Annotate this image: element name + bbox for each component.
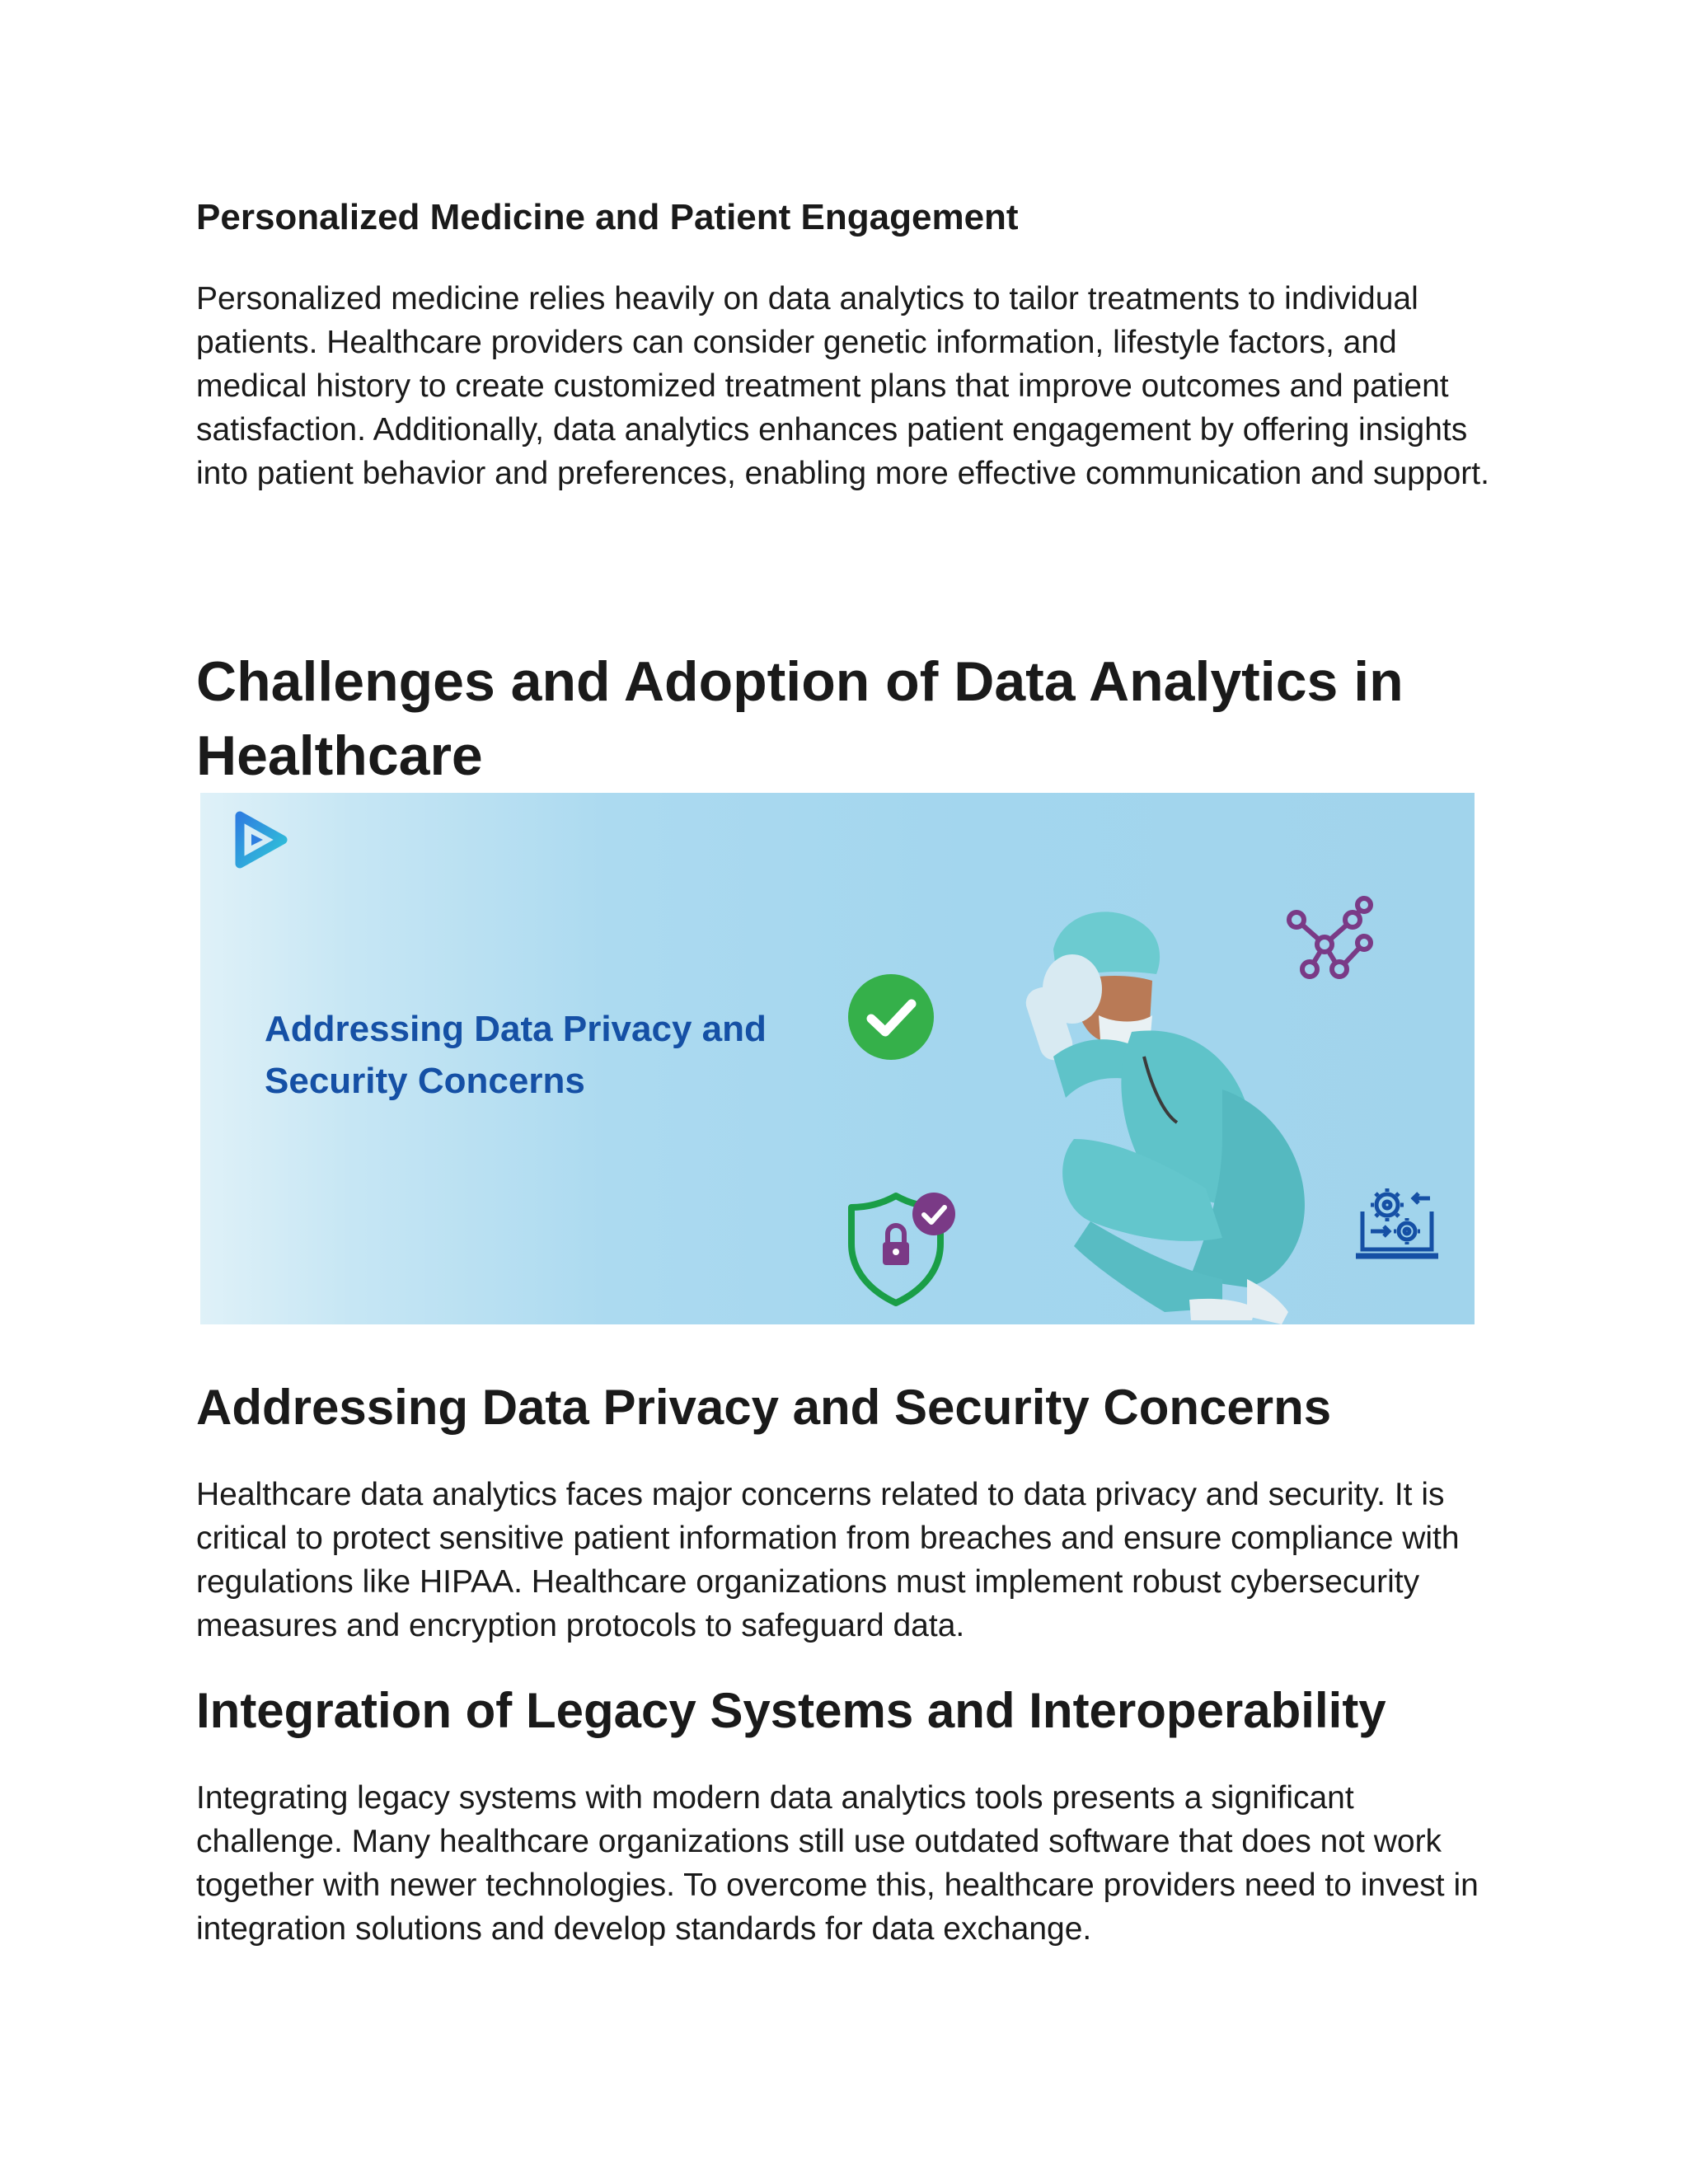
section-heading-privacy-security: Addressing Data Privacy and Security Concerns (196, 1380, 1332, 1435)
paragraph-personalized-medicine: Personalized medicine relies heavily on data analytics to tailor treatments to individual patients. Healthcare providers can consider genetic information, lifestyle factors, and medical history to create customized treatment plans that improve outcomes and patient satisfaction. Additionally, data analytics enhances patient engagement by offering insights into patient behavior and preferences, enabling more effective communication and support. (196, 281, 1489, 491)
play-logo-icon (235, 811, 288, 869)
banner-image (200, 793, 1475, 1324)
section-heading-challenges: Challenges and Adoption of Data Analytics in Healthcare (196, 650, 1404, 787)
checkmark-circle-icon (846, 972, 935, 1062)
banner-title: Addressing Data Privacy and Security Concerns (265, 1009, 767, 1101)
section-heading-personalized-medicine: Personalized Medicine and Patient Engagement (196, 197, 1019, 237)
shield-lock-icon (845, 1184, 960, 1308)
paragraph-privacy-security: Healthcare data analytics faces major concerns related to data privacy and security. It is critical to protect sensitive patient information from breaches and ensure compliance with regulations like HIPAA. Healthcare organizations must implement robust cybersecurity measures and encryption protocols to safeguard data. (196, 1477, 1460, 1643)
nurse-figure (975, 892, 1437, 1324)
paragraph-legacy-integration: Integrating legacy systems with modern data analytics tools presents a significant challenge. Many healthcare organizations still use outdated software that does not work together with newer technologies. To overcome this, healthcare providers need to invest in integration solutions and develop standards for data exchange. (196, 1780, 1479, 1947)
section-heading-legacy-integration: Integration of Legacy Systems and Interoperability (196, 1683, 1386, 1738)
